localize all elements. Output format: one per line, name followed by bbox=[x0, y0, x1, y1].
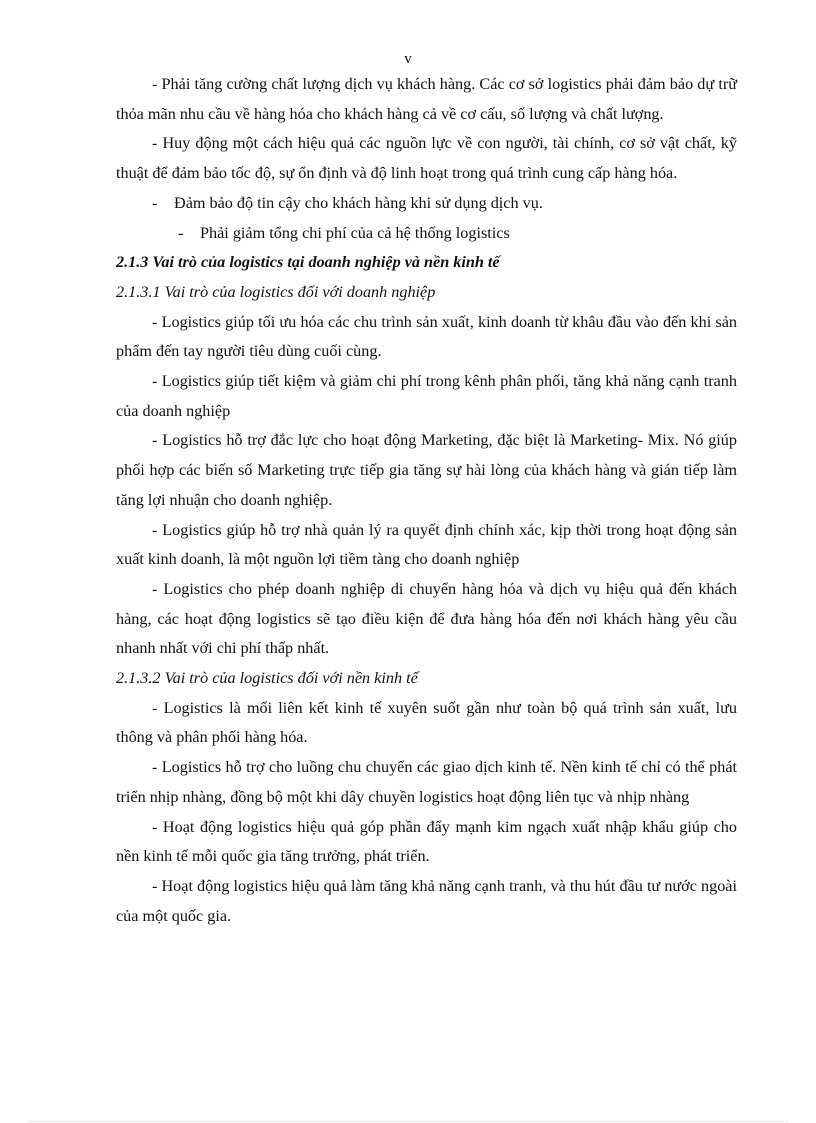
bullet-text: Đảm bảo độ tin cậy cho khách hàng khi sử dụng dịch vụ. bbox=[174, 193, 543, 212]
paragraph-enterprise-4: - Logistics giúp hỗ trợ nhà quản lý ra quyết định chính xác, kịp thời trong hoạt động sản xuất kinh doanh, là một nguồn lợi tiềm tàng cho doanh nghiệp bbox=[116, 520, 737, 569]
paragraph-resources: - Huy động một cách hiệu quả các nguồn lực về con người, tài chính, cơ sở vật chất, kỹ thuật để đảm bảo tốc độ, sự ổn định và độ linh hoạt trong quá trình cung cấp hàng hóa. bbox=[116, 134, 737, 183]
subsection-heading-2-1-3-1: 2.1.3.1 Vai trò của logistics đối với doanh nghiệp bbox=[116, 282, 436, 301]
bullet-dash: - bbox=[152, 193, 158, 212]
bullet-reliability bbox=[116, 189, 737, 219]
bullet-dash: - bbox=[178, 223, 184, 242]
paragraph-economy-3: - Hoạt động logistics hiệu quả góp phần đẩy mạnh kim ngạch xuất nhập khẩu giúp cho nền kinh tế mỗi quốc gia tăng trưởng, phát triển. bbox=[116, 817, 737, 866]
page-bottom-divider bbox=[28, 1121, 788, 1122]
page-number: v bbox=[404, 51, 412, 67]
paragraph-economy-1: - Logistics là mối liên kết kinh tế xuyên suốt gần như toàn bộ quá trình sản xuất, lưu thông và phân phối hàng hóa. bbox=[116, 698, 737, 747]
paragraph-enterprise-2: - Logistics giúp tiết kiệm và giảm chi phí trong kênh phân phối, tăng khả năng cạnh tranh của doanh nghiệp bbox=[116, 372, 737, 420]
paragraph-service-quality: - Phải tăng cường chất lượng dịch vụ khách hàng. Các cơ sở logistics phải đảm bảo dự trữ thỏa mãn nhu cầu về hàng hóa cho khách hàng cả về cơ cấu, số lượng và chất lượng. bbox=[116, 75, 737, 123]
section-heading-2-1-3: 2.1.3 Vai trò của logistics tại doanh nghiệp và nền kinh tế bbox=[116, 253, 500, 272]
paragraph-economy-4: - Hoạt động logistics hiệu quả làm tăng khả năng cạnh tranh, và thu hút đầu tư nước ngoài của một quốc gia. bbox=[116, 876, 737, 925]
subsection-heading-2-1-3-2: 2.1.3.2 Vai trò của logistics đối với nền kinh tế bbox=[116, 669, 418, 688]
paragraph-economy-2: - Logistics hỗ trợ cho luồng chu chuyển các giao dịch kinh tế. Nền kinh tế chỉ có thể phát triển nhịp nhàng, đồng bộ một khi dây chuyền logistics hoạt động liên tục và nhịp nhàng bbox=[116, 758, 737, 806]
paragraph-enterprise-3: - Logistics hỗ trợ đắc lực cho hoạt động Marketing, đặc biệt là Marketing- Mix. Nó giúp phối hợp các biến số Marketing trực tiếp gia tăng sự hài lòng của khách hàng và gián tiếp làm tăng lợi nhuận cho doanh nghiệp. bbox=[116, 431, 737, 509]
bullet-text: Phải giảm tổng chi phí của cả hệ thống logistics bbox=[200, 223, 510, 242]
paragraph-enterprise-5: - Logistics cho phép doanh nghiệp di chuyển hàng hóa và dịch vụ hiệu quả đến khách hàng, các hoạt động logistics sẽ tạo điều kiện để đưa hàng hóa đến nơi khách hàng yêu cầu nhanh nhất với chi phí thấp nhất. bbox=[116, 579, 737, 658]
bullet-total-cost bbox=[116, 219, 737, 249]
paragraph-enterprise-1: - Logistics giúp tối ưu hóa các chu trình sản xuất, kinh doanh từ khâu đầu vào đến khi sản phẩm đến tay người tiêu dùng cuối cùng. bbox=[116, 312, 737, 361]
document-body bbox=[116, 70, 737, 931]
